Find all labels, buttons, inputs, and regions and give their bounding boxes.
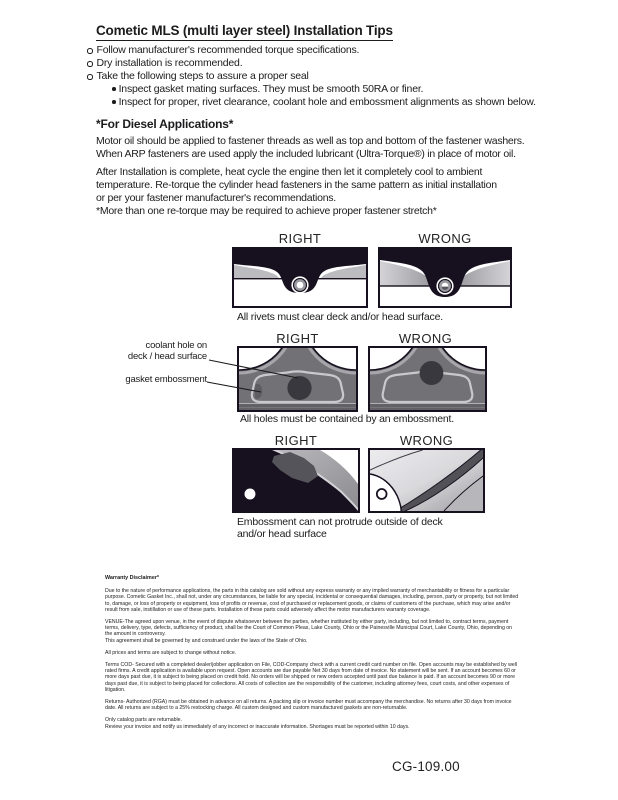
fig3-caption <box>237 516 443 540</box>
fig2-wrong-label: WRONG <box>398 331 453 346</box>
sub-tips-list <box>112 83 536 109</box>
sub-tip-text: Inspect for proper, rivet clearance, coolant hole and embossment alignments as shown below. <box>118 96 536 108</box>
open-bullet-icon <box>87 48 93 54</box>
gasket-embossment-annotation: gasket embossment <box>125 374 207 385</box>
paragraph-line: or per your fastener manufacturer's recommendations. <box>96 192 336 204</box>
fig2-right-box <box>237 346 358 412</box>
disclaimer-paragraph: Returns- Authorized (RGA) must be obtained in advance on all returns. A packing slip or invoice number must accompany the merchandise. No returns after 30 days from invoice date. All returns are subject to a 25% restocking charge. All custom designed and custom manufactured gaskets are non-returnable. <box>105 699 512 712</box>
disclaimer-paragraph: Review your invoice and notify us immediately of any incorrect or inaccurate information. Shortages must be reported within 10 days. <box>105 723 410 730</box>
paragraph-line: After Installation is complete, heat cycle the engine then let it completely cool to ambient <box>96 166 483 178</box>
paragraph-line: temperature. Re-torque the cylinder head fasteners in the same pattern as initial installation <box>96 179 497 191</box>
diesel-paragraph-2 <box>96 166 497 205</box>
tip-item <box>87 44 359 57</box>
tips-list <box>87 44 359 83</box>
retorque-note: *More than one re-torque may be required to achieve proper fastener stretch* <box>96 205 437 217</box>
disclaimer-paragraph: All prices and terms are subject to change without notice. <box>105 649 237 656</box>
tip-text: Take the following steps to assure a proper seal <box>96 70 309 82</box>
fig2-caption: All holes must be contained by an embossment. <box>240 413 454 425</box>
page-title: Cometic MLS (multi layer steel) Installation Tips <box>96 23 393 41</box>
page-code: CG-109.00 <box>392 759 460 774</box>
diesel-paragraph-1 <box>96 135 524 161</box>
open-bullet-icon <box>87 74 93 80</box>
coolant-hole-annotation <box>112 341 207 362</box>
fig1-wrong-label: WRONG <box>418 231 472 246</box>
fig2-right-illustration <box>239 348 356 410</box>
disclaimer-paragraph: This agreement shall be governed by and construed under the laws of the State of Ohio. <box>105 637 308 644</box>
tip-text: Dry installation is recommended. <box>96 57 243 69</box>
tip-text: Follow manufacturer's recommended torque specifications. <box>96 44 360 56</box>
annotation-line: coolant hole on <box>145 340 207 351</box>
fig3-wrong-illustration <box>370 450 483 511</box>
sub-tip-item <box>112 96 536 109</box>
disclaimer-paragraph: Due to the nature of performance applications, the parts in this catalog are sold without any express warranty or any implied warranty of merchantability or fitness for a particular purpose. Cometic Gasket Inc., shall not, under any circumstances, be liable for any special, incidental or consequential damages, including, person, party or property, but not limited to, damage, or loss of property or equipment, loss of profits or revenue, cost of purchased or replacement goods, or claims of customers of the purchase, which may arise and/or result from sale, instillation or use of these parts. Installation of these parts could adversely affect the motor manufacturers warranty coverage. <box>105 588 519 613</box>
fig2-wrong-illustration <box>370 348 485 410</box>
fig3-wrong-box <box>368 448 485 513</box>
fig1-caption: All rivets must clear deck and/or head surface. <box>237 311 443 323</box>
fig3-right-label: RIGHT <box>274 433 318 448</box>
tip-item <box>87 70 359 83</box>
fig1-wrong-illustration <box>380 249 510 306</box>
disclaimer-paragraph: VENUE-The agreed upon venue, in the event of dispute whatsoever between the parties, whether instituted by either party, including, but not limited to, contract terms, payment terms, delivery, type, defects, sufficiency of product, shall be the Court of Common Pleas, Lake County, Ohio or the Painesville Municipal Court, Lake County, Ohio, depending on the amount in controversy. <box>105 619 513 638</box>
disclaimer-paragraph: Only catalog parts are returnable. <box>105 717 182 724</box>
fig1-right-illustration <box>234 249 366 306</box>
fig2-right-label: RIGHT <box>276 331 319 346</box>
annotation-line: deck / head surface <box>127 350 207 362</box>
diesel-heading: *For Diesel Applications* <box>96 117 234 131</box>
filled-bullet-icon <box>112 100 116 104</box>
warranty-disclaimer-section <box>105 575 519 736</box>
caption-line: and/or head surface <box>237 528 327 540</box>
filled-bullet-icon <box>112 87 116 91</box>
fig1-right-label: RIGHT <box>278 231 322 246</box>
tip-item <box>87 57 359 70</box>
fig3-right-box <box>232 448 360 513</box>
paragraph-line: When ARP fasteners are used apply the included lubricant (Ultra-Torque®) in place of motor oil. <box>96 148 516 160</box>
paragraph-line: Motor oil should be applied to fastener threads as well as top and bottom of the fastener washers. <box>96 135 525 147</box>
fig3-right-illustration <box>234 450 358 511</box>
fig1-wrong-box <box>378 247 512 308</box>
fig1-right-box <box>232 247 368 308</box>
caption-line: Embossment can not protrude outside of deck <box>237 516 443 528</box>
sub-tip-text: Inspect gasket mating surfaces. They must be smooth 50RA or finer. <box>118 83 424 95</box>
fig2-wrong-box <box>368 346 487 412</box>
disclaimer-paragraph: Terms COD- Secured with a completed dealer/jobber application on File, COD-Company check with a current credit card number on file. Open accounts may be established by well rated firms. A credit application is available upon request. Open accounts are due payable Net 30 days from date of invoice. No statement will be sent. If an account becomes 60 or more days past due, it is subject to being placed on credit hold. No orders will be shipped or new orders accepted until past due balance is paid. If an account becomes 90 or more days past due, it is subject to being placed for collections. All costs of collection are the responsibility of the customer, including attorney fees, court costs, and other expenses of litigation. <box>105 662 518 693</box>
sub-tip-item <box>112 83 536 96</box>
fig3-wrong-label: WRONG <box>399 433 454 448</box>
disclaimer-heading: Warranty Disclaimer* <box>105 575 160 581</box>
open-bullet-icon <box>87 61 93 67</box>
